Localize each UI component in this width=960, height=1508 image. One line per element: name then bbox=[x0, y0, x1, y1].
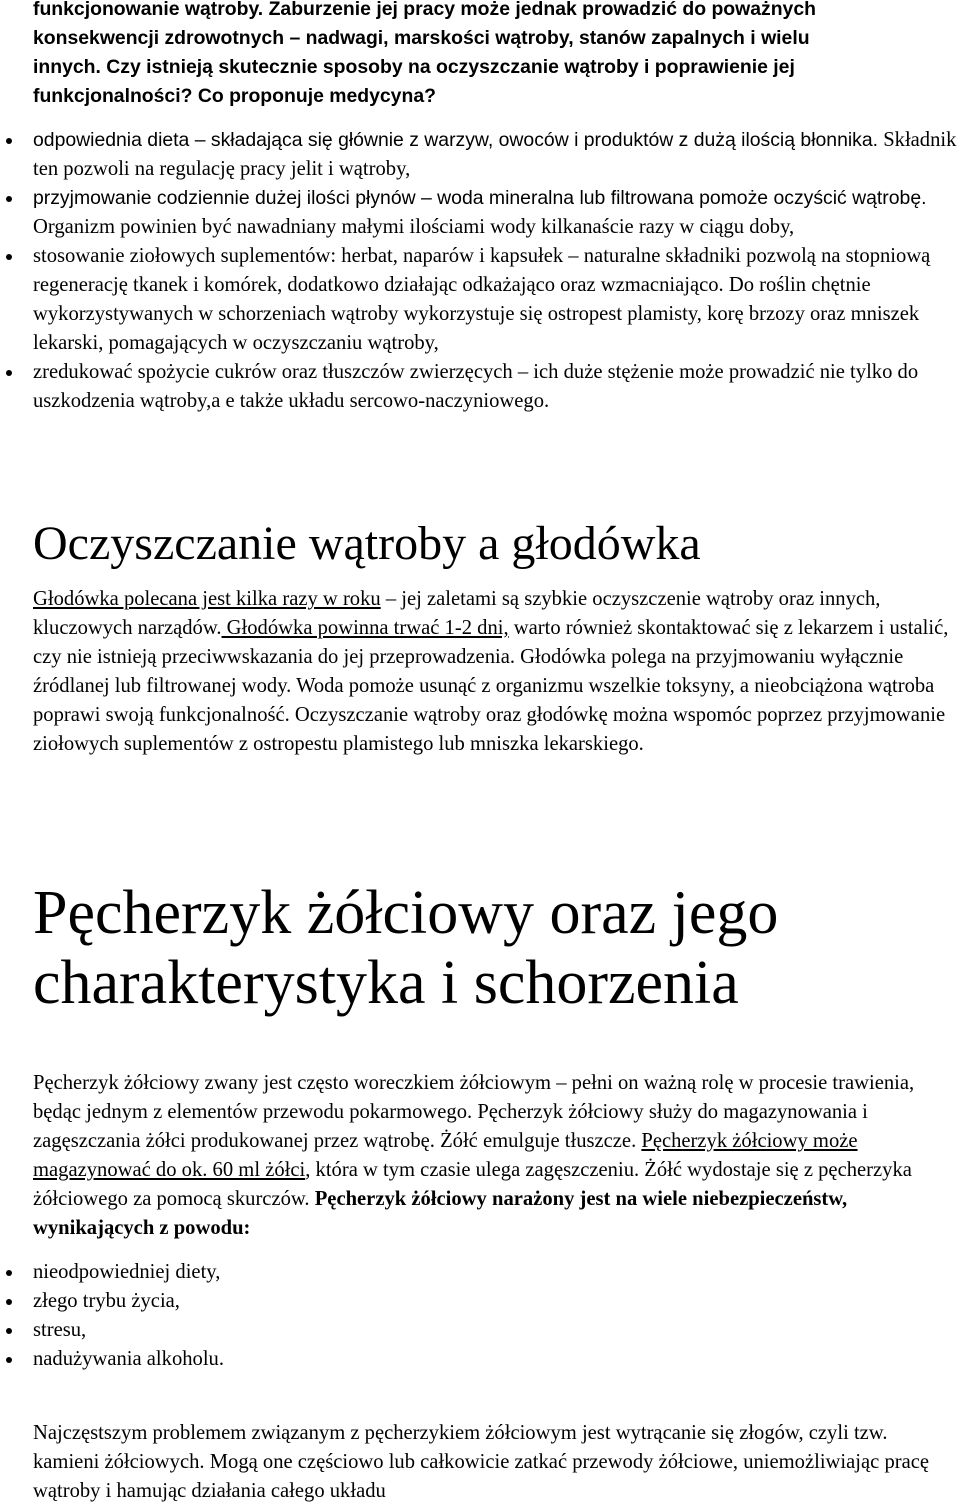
tip-text: zredukować spożycie cukrów oraz tłuszczów zwierzęcych – ich duże stężenie może prowadzić nie tylko do uszkodzenia wątroby,a e także układu sercowo-naczyniowego. bbox=[33, 361, 919, 412]
list-item bbox=[33, 358, 958, 416]
risk-factors-list bbox=[33, 1258, 958, 1374]
tip-text: Składnik ten pozwoli na regulację pracy jelit i wątroby, bbox=[33, 129, 957, 180]
liver-tips-list bbox=[33, 126, 958, 416]
section-heading bbox=[33, 878, 958, 1018]
intro-line: innych. Czy istnieją skutecznie sposoby na oczyszczanie wątroby i poprawienie jej bbox=[33, 56, 795, 78]
list-item bbox=[33, 126, 958, 184]
section-heading: Oczyszczanie wątroby a głodówka bbox=[33, 517, 701, 570]
heading-line: Pęcherzyk żółciowy oraz jego bbox=[33, 879, 779, 947]
tip-text: stosowanie ziołowych suplementów: herbat, naparów i kapsułek – naturalne składniki pozwolą na stopniową regenerację tkanek i komórek, dodatkowo działając odkażająco oraz wzmacniająco. Do roślin chętnie wykorzystywanych w schorzeniach wątroby wykorzystuje się ostropest plamisty, korę brzozy oraz mniszek lekarski, pomagających w oczyszczaniu wątroby, bbox=[33, 245, 931, 354]
intro-line: konsekwencji zdrowotnych – nadwagi, marskości wątroby, stanów zapalnych i wielu bbox=[33, 27, 810, 49]
bold-statement: Pęcherzyk żółciowy narażony jest na wiele niebezpieczeństw, wynikających z powodu: bbox=[33, 1188, 848, 1239]
paragraph-text: – jej zaletami są szybkie oczyszczenie wątroby oraz innych, kluczowych narządów. bbox=[33, 588, 881, 639]
paragraph-text: warto również skontaktować się z lekarzem i ustalić, czy nie istnieją przeciwwskazania do jej przeprowadzenia. Głodówka polega na przyjmowaniu wyłącznie źródlanej lub filtrowanej wody. Woda pomoże usunąć z organizmu wszelkie toksyny, a nieobciążona wątroba poprawi swoją funkcjonalność. Oczyszczanie wątroby oraz głodówkę można wspomóc poprzez przyjmowanie ziołowych suplementów z ostropestu plamistego lub mniszka lekarskiego. bbox=[33, 617, 949, 755]
list-item bbox=[33, 184, 958, 242]
tip-text: Organizm powinien być nawadniany małymi ilościami wody kilkanaście razy w ciągu doby, bbox=[33, 216, 795, 238]
paragraph-text: , która w tym czasie ulega zagęszczeniu. Żółć wydostaje się z pęcherzyka żółciowego za pomocą skurczów. bbox=[33, 1159, 912, 1210]
paragraph-text: Pęcherzyk żółciowy zwany jest często woreczkiem żółciowym – pełni on ważną rolę w procesie trawienia, będąc jednym z elementów przewodu pokarmowego. Pęcherzyk żółciowy służy do magazynowania i zagęszczania żółci produkowanej przez wątrobę. Żółć emulguje tłuszcze. bbox=[33, 1072, 915, 1152]
list-item: nieodpowiedniej diety, bbox=[33, 1258, 958, 1287]
bile-capacity-link[interactable]: Pęcherzyk żółciowy może magazynować do ok. 60 ml żółci bbox=[33, 1130, 858, 1181]
fasting-link[interactable]: Głodówka polecana jest kilka razy w roku bbox=[33, 588, 381, 610]
tip-lead: odpowiednia dieta – składająca się głównie z warzyw, owoców i produktów z dużą ilością błonnika. bbox=[33, 129, 879, 151]
gallbladder-paragraph bbox=[33, 1069, 958, 1243]
list-item: stresu, bbox=[33, 1316, 958, 1345]
gallstones-paragraph: Najczęstszym problemem związanym z pęcherzykiem żółciowym jest wytrącanie się złogów, czyli tzw. kamieni żółciowych. Mogą one częściowo lub całkowicie zatkać przewody żółciowe, uniemożliwiając pracę wątroby i hamując działania całego układu bbox=[33, 1422, 930, 1502]
list-item: nadużywania alkoholu. bbox=[33, 1345, 958, 1374]
intro-paragraph bbox=[33, 0, 958, 111]
fasting-duration-link[interactable]: Głodówka powinna trwać 1-2 dni, bbox=[221, 617, 509, 639]
tip-lead: przyjmowanie codziennie dużej ilości płynów – woda mineralna lub filtrowana pomoże oczyścić wątrobę. bbox=[33, 187, 927, 209]
heading-line: charakterystyka i schorzenia bbox=[33, 949, 739, 1017]
fasting-paragraph bbox=[33, 585, 960, 759]
list-item: złego trybu życia, bbox=[33, 1287, 958, 1316]
intro-line: funkcjonowanie wątroby. Zaburzenie jej pracy może jednak prowadzić do poważnych bbox=[33, 0, 816, 20]
list-item bbox=[33, 242, 958, 358]
intro-line: funkcjonalności? Co proponuje medycyna? bbox=[33, 85, 436, 107]
